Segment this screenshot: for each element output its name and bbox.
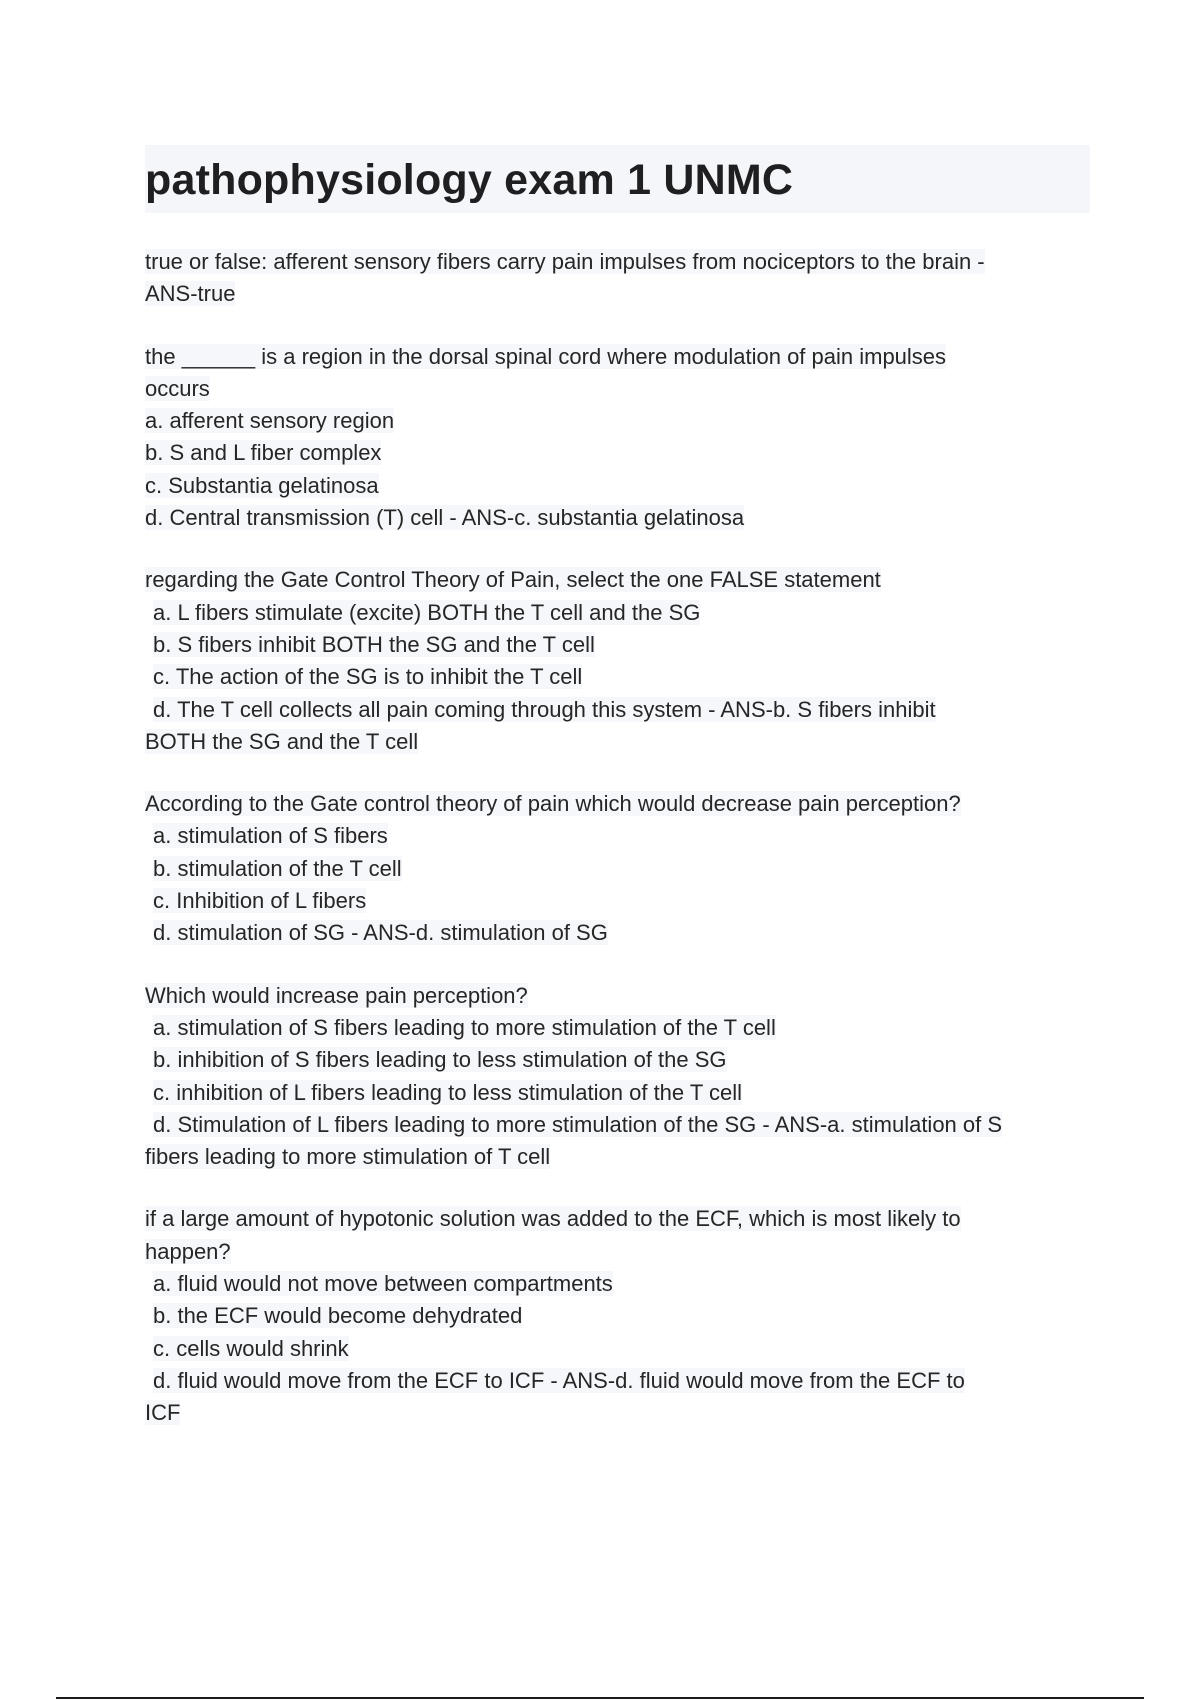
question-line-text: d. Central transmission (T) cell - ANS-c. substantia gelatinosa	[145, 505, 745, 531]
question-line-text: b. S fibers inhibit BOTH the SG and the T cell	[153, 631, 595, 657]
document-page	[145, 145, 1090, 1460]
question-list	[145, 246, 1090, 1430]
question-line	[145, 917, 1090, 949]
footer-divider	[56, 1697, 1144, 1699]
question-line	[145, 980, 1090, 1012]
question-line-text: regarding the Gate Control Theory of Pain, select the one FALSE statement	[145, 567, 881, 593]
question-line	[145, 726, 1090, 758]
question-line	[145, 1300, 1090, 1332]
question-block	[145, 1203, 1090, 1429]
question-line	[145, 820, 1090, 852]
question-line	[145, 470, 1090, 502]
question-line	[145, 341, 1090, 373]
question-line-text: occurs	[145, 375, 210, 401]
question-line-text: c. Inhibition of L fibers	[153, 888, 367, 914]
question-line	[145, 502, 1090, 534]
question-line-text: d. Stimulation of L fibers leading to more stimulation of the SG - ANS-a. stimulation of S	[153, 1111, 1003, 1137]
question-line	[145, 405, 1090, 437]
question-line-text: a. L fibers stimulate (excite) BOTH the T cell and the SG	[153, 599, 701, 625]
question-line	[145, 1397, 1090, 1429]
question-block	[145, 788, 1090, 949]
question-line	[145, 278, 1090, 310]
question-line	[145, 246, 1090, 278]
question-line	[145, 788, 1090, 820]
question-line-text: BOTH the SG and the T cell	[145, 728, 419, 754]
question-line-text: b. inhibition of S fibers leading to less stimulation of the SG	[153, 1047, 727, 1073]
question-line	[145, 1365, 1090, 1397]
question-line-text: if a large amount of hypotonic solution was added to the ECF, which is most likely to	[145, 1206, 961, 1232]
question-line-text: ANS-true	[145, 281, 236, 307]
question-line-text: d. The T cell collects all pain coming through this system - ANS-b. S fibers inhibit	[153, 696, 936, 722]
question-line	[145, 1203, 1090, 1235]
question-line-text: b. the ECF would become dehydrated	[153, 1303, 523, 1329]
question-line-text: d. fluid would move from the ECF to ICF - ANS-d. fluid would move from the ECF to	[153, 1367, 965, 1393]
question-line-text: Which would increase pain perception?	[145, 982, 528, 1008]
question-line-text: a. stimulation of S fibers	[153, 823, 388, 849]
question-block	[145, 980, 1090, 1174]
question-line	[145, 564, 1090, 596]
question-block	[145, 341, 1090, 535]
question-block	[145, 564, 1090, 758]
question-line	[145, 373, 1090, 405]
question-line	[145, 1012, 1090, 1044]
question-line-text: ICF	[145, 1400, 181, 1426]
question-line-text: c. Substantia gelatinosa	[145, 472, 379, 498]
question-line	[145, 661, 1090, 693]
question-line-text: a. stimulation of S fibers leading to more stimulation of the T cell	[153, 1014, 776, 1040]
question-line-text: true or false: afferent sensory fibers carry pain impulses from nociceptors to the brain -	[145, 249, 985, 274]
question-line-text: c. The action of the SG is to inhibit the T cell	[153, 664, 583, 690]
question-line-text: c. cells would shrink	[153, 1335, 349, 1361]
page-title: pathophysiology exam 1 UNMC	[145, 155, 794, 204]
question-line	[145, 1268, 1090, 1300]
question-line	[145, 853, 1090, 885]
question-line	[145, 1236, 1090, 1268]
question-line	[145, 597, 1090, 629]
question-line-text: d. stimulation of SG - ANS-d. stimulation of SG	[153, 920, 608, 946]
question-line	[145, 885, 1090, 917]
question-line	[145, 1333, 1090, 1365]
question-line-text: a. fluid would not move between compartments	[153, 1271, 613, 1297]
question-line-text: b. S and L fiber complex	[145, 440, 382, 466]
question-line-text: b. stimulation of the T cell	[153, 855, 402, 881]
question-line-text: fibers leading to more stimulation of T cell	[145, 1144, 551, 1170]
question-line	[145, 1109, 1090, 1141]
question-line-text: a. afferent sensory region	[145, 408, 395, 434]
question-line-text: happen?	[145, 1238, 231, 1264]
question-line-text: According to the Gate control theory of pain which would decrease pain perception?	[145, 791, 961, 817]
question-line	[145, 1077, 1090, 1109]
title-block	[145, 145, 1090, 213]
question-line	[145, 1141, 1090, 1173]
question-line	[145, 629, 1090, 661]
question-line-text: c. inhibition of L fibers leading to less stimulation of the T cell	[153, 1079, 743, 1105]
question-block	[145, 246, 1090, 311]
question-line	[145, 437, 1090, 469]
question-line-text: the ______ is a region in the dorsal spinal cord where modulation of pain impulses	[145, 343, 947, 369]
question-line	[145, 694, 1090, 726]
question-line	[145, 1044, 1090, 1076]
